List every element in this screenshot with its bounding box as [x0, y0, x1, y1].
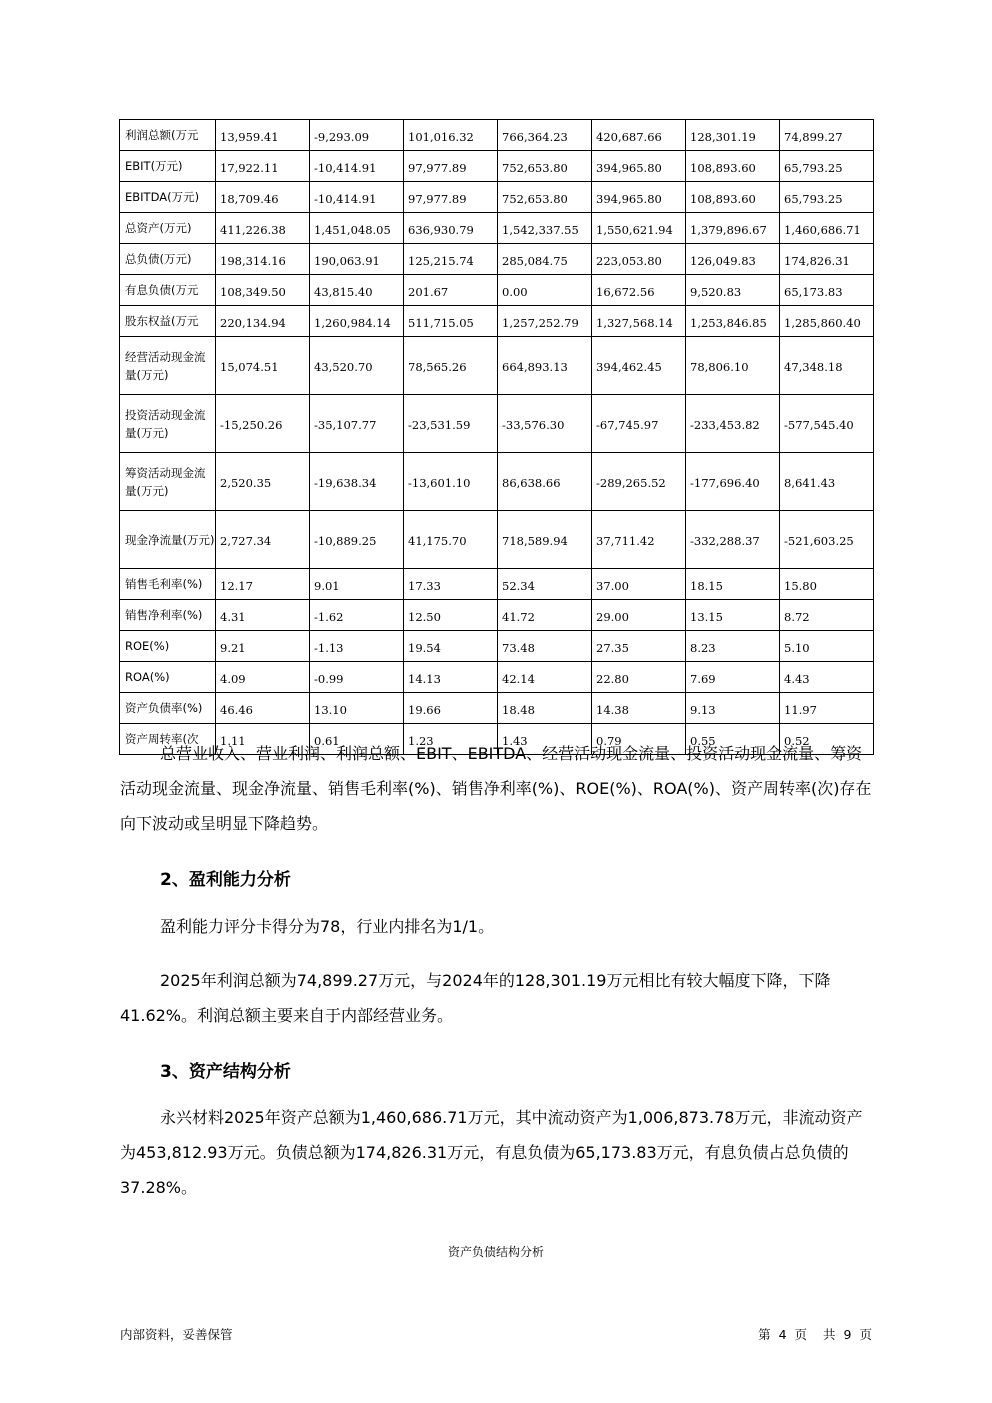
table-cell: 46.46 — [216, 693, 310, 724]
table-cell: -35,107.77 — [310, 395, 404, 453]
table-cell: -10,414.91 — [310, 182, 404, 213]
table-row — [120, 244, 874, 275]
table-row — [120, 120, 874, 151]
table-cell: 2,727.34 — [216, 511, 310, 569]
table-cell: 8,641.43 — [780, 453, 874, 511]
table-cell: 9.21 — [216, 631, 310, 662]
table-cell: 12.50 — [404, 600, 498, 631]
table-cell: 1,460,686.71 — [780, 213, 874, 244]
table-cell: 14.38 — [592, 693, 686, 724]
table-cell: -10,414.91 — [310, 151, 404, 182]
table-cell: 0.55 — [686, 724, 780, 755]
footer-page-number — [758, 1325, 872, 1343]
table-cell: -177,696.40 — [686, 453, 780, 511]
table-cell: 42.14 — [498, 662, 592, 693]
table-row — [120, 151, 874, 182]
table-cell: 4.43 — [780, 662, 874, 693]
table-cell: 13.15 — [686, 600, 780, 631]
table-cell: 73.48 — [498, 631, 592, 662]
table-cell: 47,348.18 — [780, 337, 874, 395]
table-cell: 74,899.27 — [780, 120, 874, 151]
table-cell: -33,576.30 — [498, 395, 592, 453]
table-row — [120, 662, 874, 693]
table-cell: -0.99 — [310, 662, 404, 693]
table-cell: 97,977.89 — [404, 182, 498, 213]
table-cell: 1,257,252.79 — [498, 306, 592, 337]
row-label: 有息负债(万元 — [120, 275, 216, 306]
table-cell: 394,965.80 — [592, 182, 686, 213]
table-cell: 12.17 — [216, 569, 310, 600]
table-cell: 1,285,860.40 — [780, 306, 874, 337]
table-cell: 1,550,621.94 — [592, 213, 686, 244]
table-cell: 766,364.23 — [498, 120, 592, 151]
table-cell: 2,520.35 — [216, 453, 310, 511]
table-cell: -1.62 — [310, 600, 404, 631]
page-total: 9 — [843, 1327, 852, 1342]
table-cell: -9,293.09 — [310, 120, 404, 151]
table-cell: 16,672.56 — [592, 275, 686, 306]
table-cell: 65,793.25 — [780, 151, 874, 182]
table-row — [120, 693, 874, 724]
table-cell: 4.31 — [216, 600, 310, 631]
table-cell: 65,793.25 — [780, 182, 874, 213]
row-label: 经营活动现金流量(万元) — [120, 337, 216, 395]
table-cell: 13.10 — [310, 693, 404, 724]
table-cell: 411,226.38 — [216, 213, 310, 244]
table-cell: -289,265.52 — [592, 453, 686, 511]
table-cell: 128,301.19 — [686, 120, 780, 151]
table-cell: 0.52 — [780, 724, 874, 755]
table-cell: 420,687.66 — [592, 120, 686, 151]
table-cell: -577,545.40 — [780, 395, 874, 453]
table-cell: 0.00 — [498, 275, 592, 306]
asset-structure-heading: 3、资产结构分析 — [160, 1062, 291, 1082]
table-cell: 285,084.75 — [498, 244, 592, 275]
row-label: 利润总额(万元 — [120, 120, 216, 151]
table-cell: 15.80 — [780, 569, 874, 600]
trend-paragraph: 总营业收入、营业利润、利润总额、EBIT、EBITDA、经营活动现金流量、投资活动现金流量、筹资活动现金流量、现金净流量、销售毛利率(%)、销售净利率(%)、ROE(%)、ROA(%)、资产周转率(次)存在向下波动或呈明显下降趋势。 — [120, 744, 872, 833]
table-cell: -521,603.25 — [780, 511, 874, 569]
row-label: ROA(%) — [120, 662, 216, 693]
table-cell: 27.35 — [592, 631, 686, 662]
table-cell: 43,815.40 — [310, 275, 404, 306]
table-row — [120, 306, 874, 337]
table-row — [120, 453, 874, 511]
table-cell: 17,922.11 — [216, 151, 310, 182]
table-cell: 65,173.83 — [780, 275, 874, 306]
page-prefix: 第 — [758, 1327, 771, 1342]
table-cell: 752,653.80 — [498, 151, 592, 182]
table-cell: 1,253,846.85 — [686, 306, 780, 337]
table-cell: 37,711.42 — [592, 511, 686, 569]
table-cell: 78,806.10 — [686, 337, 780, 395]
table-cell: 190,063.91 — [310, 244, 404, 275]
table-cell: 8.23 — [686, 631, 780, 662]
table-cell: 174,826.31 — [780, 244, 874, 275]
profit-analysis-heading: 2、盈利能力分析 — [160, 870, 291, 890]
table-cell: 18.48 — [498, 693, 592, 724]
page-total-prefix: 共 — [823, 1327, 836, 1342]
table-cell: 223,053.80 — [592, 244, 686, 275]
profit-score-paragraph: 盈利能力评分卡得分为78，行业内排名为1/1。 — [160, 917, 495, 936]
asset-structure-paragraph: 永兴材料2025年资产总额为1,460,686.71万元，其中流动资产为1,006,873.78万元，非流动资产为453,812.93万元。负债总额为174,826.31万元，有息负债为65,173.83万元，有息负债占总负债的37.28%。 — [120, 1108, 863, 1197]
table-cell: 220,134.94 — [216, 306, 310, 337]
table-cell: 29.00 — [592, 600, 686, 631]
table-cell: 394,462.45 — [592, 337, 686, 395]
table-cell: 13,959.41 — [216, 120, 310, 151]
table-cell: -19,638.34 — [310, 453, 404, 511]
table-cell: 108,349.50 — [216, 275, 310, 306]
table-cell: 41,175.70 — [404, 511, 498, 569]
row-label: 销售毛利率(%) — [120, 569, 216, 600]
table-cell: 1,260,984.14 — [310, 306, 404, 337]
table-cell: 1.23 — [404, 724, 498, 755]
table-cell: 1,327,568.14 — [592, 306, 686, 337]
row-label: 资产负债率(%) — [120, 693, 216, 724]
row-label: 总负债(万元) — [120, 244, 216, 275]
row-label: EBITDA(万元) — [120, 182, 216, 213]
page-suffix: 页 — [859, 1327, 872, 1342]
footer-confidential: 内部资料，妥善保管 — [120, 1327, 233, 1342]
table-cell: 14.13 — [404, 662, 498, 693]
table-cell: 8.72 — [780, 600, 874, 631]
table-cell: 18.15 — [686, 569, 780, 600]
table-row — [120, 182, 874, 213]
table-cell: 0.61 — [310, 724, 404, 755]
table-cell: 7.69 — [686, 662, 780, 693]
table-cell: 126,049.83 — [686, 244, 780, 275]
table-row — [120, 511, 874, 569]
table-row — [120, 631, 874, 662]
table-cell: 101,016.32 — [404, 120, 498, 151]
table-cell: 636,930.79 — [404, 213, 498, 244]
table-cell: 198,314.16 — [216, 244, 310, 275]
table-cell: -1.13 — [310, 631, 404, 662]
row-label: ROE(%) — [120, 631, 216, 662]
row-label: 投资活动现金流量(万元) — [120, 395, 216, 453]
table-row — [120, 213, 874, 244]
table-cell: -67,745.97 — [592, 395, 686, 453]
row-label: 股东权益(万元 — [120, 306, 216, 337]
table-cell: 19.66 — [404, 693, 498, 724]
table-cell: -15,250.26 — [216, 395, 310, 453]
table-cell: 11.97 — [780, 693, 874, 724]
row-label: 筹资活动现金流量(万元) — [120, 453, 216, 511]
row-label: 总资产(万元) — [120, 213, 216, 244]
table-cell: 1,379,896.67 — [686, 213, 780, 244]
table-cell: -10,889.25 — [310, 511, 404, 569]
table-cell: 664,893.13 — [498, 337, 592, 395]
table-cell: 86,638.66 — [498, 453, 592, 511]
table-cell: 15,074.51 — [216, 337, 310, 395]
table-cell: 97,977.89 — [404, 151, 498, 182]
chart-caption: 资产负债结构分析 — [447, 1245, 544, 1259]
table-row — [120, 569, 874, 600]
table-cell: 1.11 — [216, 724, 310, 755]
table-cell: 1.43 — [498, 724, 592, 755]
table-cell: 1,542,337.55 — [498, 213, 592, 244]
table-cell: 9.01 — [310, 569, 404, 600]
table-cell: -23,531.59 — [404, 395, 498, 453]
row-label: 销售净利率(%) — [120, 600, 216, 631]
table-row — [120, 337, 874, 395]
row-label: 现金净流量(万元) — [120, 511, 216, 569]
table-cell: 41.72 — [498, 600, 592, 631]
table-cell: -13,601.10 — [404, 453, 498, 511]
table-cell: 1,451,048.05 — [310, 213, 404, 244]
financial-table-body — [120, 120, 874, 755]
table-cell: 201.67 — [404, 275, 498, 306]
table-cell: 125,215.74 — [404, 244, 498, 275]
table-cell: 19.54 — [404, 631, 498, 662]
table-row — [120, 600, 874, 631]
table-cell: 37.00 — [592, 569, 686, 600]
table-cell: 43,520.70 — [310, 337, 404, 395]
table-cell: 9,520.83 — [686, 275, 780, 306]
table-cell: 718,589.94 — [498, 511, 592, 569]
table-cell: 22.80 — [592, 662, 686, 693]
table-cell: 78,565.26 — [404, 337, 498, 395]
row-label: 资产周转率(次 — [120, 724, 216, 755]
table-cell: -233,453.82 — [686, 395, 780, 453]
table-cell: 18,709.46 — [216, 182, 310, 213]
table-cell: 0.79 — [592, 724, 686, 755]
table-cell: 4.09 — [216, 662, 310, 693]
table-cell: 752,653.80 — [498, 182, 592, 213]
table-cell: 511,715.05 — [404, 306, 498, 337]
table-cell: 108,893.60 — [686, 151, 780, 182]
table-cell: 9.13 — [686, 693, 780, 724]
page-current: 4 — [778, 1327, 787, 1342]
row-label: EBIT(万元) — [120, 151, 216, 182]
financial-table — [119, 119, 874, 755]
table-cell: 17.33 — [404, 569, 498, 600]
table-cell: 394,965.80 — [592, 151, 686, 182]
page-mid: 页 — [794, 1327, 808, 1342]
table-cell: 108,893.60 — [686, 182, 780, 213]
table-row — [120, 275, 874, 306]
table-cell: -332,288.37 — [686, 511, 780, 569]
table-cell: 52.34 — [498, 569, 592, 600]
table-row — [120, 395, 874, 453]
profit-total-paragraph: 2025年利润总额为74,899.27万元，与2024年的128,301.19万元相比有较大幅度下降，下降41.62%。利润总额主要来自于内部经营业务。 — [120, 971, 831, 1025]
table-cell: 5.10 — [780, 631, 874, 662]
